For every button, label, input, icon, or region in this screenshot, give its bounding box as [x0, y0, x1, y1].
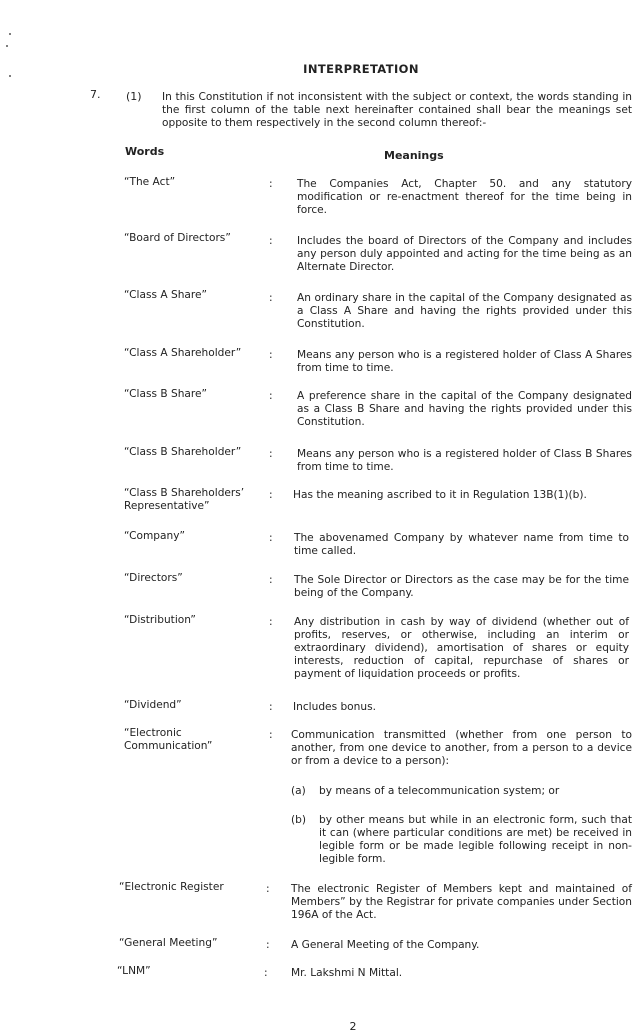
separator: : — [269, 349, 273, 361]
definition-meaning: Means any person who is a registered holder of Class A Shares from time to time. — [297, 349, 632, 374]
meanings-column-header: Meanings — [384, 149, 444, 162]
definition-meaning: Has the meaning ascribed to it in Regulation 13B(1)(b). — [293, 489, 587, 501]
definition-meaning: Communication transmitted (whether from one person to another, from one device to another, from a person to a device or from a device to a person): — [291, 729, 632, 767]
definition-term: “Class B Shareholder” — [124, 446, 242, 458]
definition-term: “Board of Directors” — [124, 232, 231, 244]
separator: : — [269, 532, 273, 544]
definition-term: “Class B Share” — [124, 388, 208, 400]
definition-meaning: Means any person who is a registered holder of Class B Shares from time to time. — [297, 448, 632, 473]
definition-term: “Dividend” — [124, 699, 182, 711]
definition-term: “Company” — [124, 530, 185, 542]
definition-meaning: A General Meeting of the Company. — [291, 939, 480, 951]
definition-term: “General Meeting” — [119, 937, 218, 949]
separator: : — [269, 729, 273, 741]
words-column-header: Words — [125, 145, 165, 158]
definition-meaning: The electronic Register of Members kept and maintained of Members” by the Registrar for private companies under Section 196A of the Act. — [291, 883, 632, 921]
subclause-number: (1) — [126, 90, 142, 103]
intro-paragraph: In this Constitution if not inconsistent with the subject or context, the words standing in the first column of the table next hereinafter contained shall bear the meanings set opposite to them respectively in the second column thereof:- — [162, 91, 632, 129]
definition-term: “Directors” — [124, 572, 183, 584]
subitem-text: by other means but while in an electronic form, such that it can (where particular conditions are met) be received in legible form or be made legible following receipt in non-legible form. — [319, 814, 632, 865]
section-title: INTERPRETATION — [303, 62, 419, 76]
definition-term: “Class B Shareholders’ Representative” — [124, 487, 245, 512]
separator: : — [266, 883, 270, 895]
definition-term: “Electronic Register — [119, 881, 224, 893]
separator: : — [269, 178, 273, 190]
separator: : — [269, 574, 273, 586]
definition-term: “Electronic Communication” — [124, 727, 213, 752]
separator: : — [269, 701, 273, 713]
definition-meaning: An ordinary share in the capital of the Company designated as a Class A Share and having the rights provided under this Constitution. — [297, 292, 632, 330]
definition-meaning: A preference share in the capital of the Company designated as a Class B Share and having the rights provided under this Constitution. — [297, 390, 632, 428]
definition-meaning: Includes the board of Directors of the Company and includes any person duly appointed and acting for the time being as an Alternate Director. — [297, 235, 632, 273]
scan-speck — [6, 45, 8, 47]
definition-term: “LNM” — [117, 965, 151, 977]
definition-term: “The Act” — [124, 176, 176, 188]
subitem-text: by means of a telecommunication system; or — [319, 785, 560, 797]
definition-meaning: Includes bonus. — [293, 701, 376, 713]
definition-term: “Class A Shareholder” — [124, 347, 242, 359]
definition-term: “Distribution” — [124, 614, 196, 626]
scan-speck — [9, 33, 11, 35]
separator: : — [269, 390, 273, 402]
subitem-label: (a) — [291, 785, 306, 797]
separator: : — [269, 292, 273, 304]
subitem-label: (b) — [291, 814, 306, 826]
definition-meaning: The Sole Director or Directors as the case may be for the time being of the Company. — [294, 574, 629, 599]
separator: : — [269, 235, 273, 247]
page-number: 2 — [349, 1020, 357, 1033]
definition-meaning: The abovenamed Company by whatever name from time to time called. — [294, 532, 629, 557]
definition-meaning: The Companies Act, Chapter 50. and any statutory modification or re-enactment thereof for the time being in force. — [297, 178, 632, 216]
separator: : — [264, 967, 268, 979]
definition-meaning: Mr. Lakshmi N Mittal. — [291, 967, 403, 979]
definition-meaning: Any distribution in cash by way of dividend (whether out of profits, reserves, or otherwise, including an interim or extraordinary dividend), amortisation of shares or equity interests, reduction of capital, repurchase of shares or payment of liquidation proceeds or profits. — [294, 616, 629, 680]
separator: : — [269, 448, 273, 460]
separator: : — [266, 939, 270, 951]
clause-number: 7. — [90, 88, 101, 101]
separator: : — [269, 616, 273, 628]
definition-term: “Class A Share” — [124, 289, 208, 301]
separator: : — [269, 489, 273, 501]
